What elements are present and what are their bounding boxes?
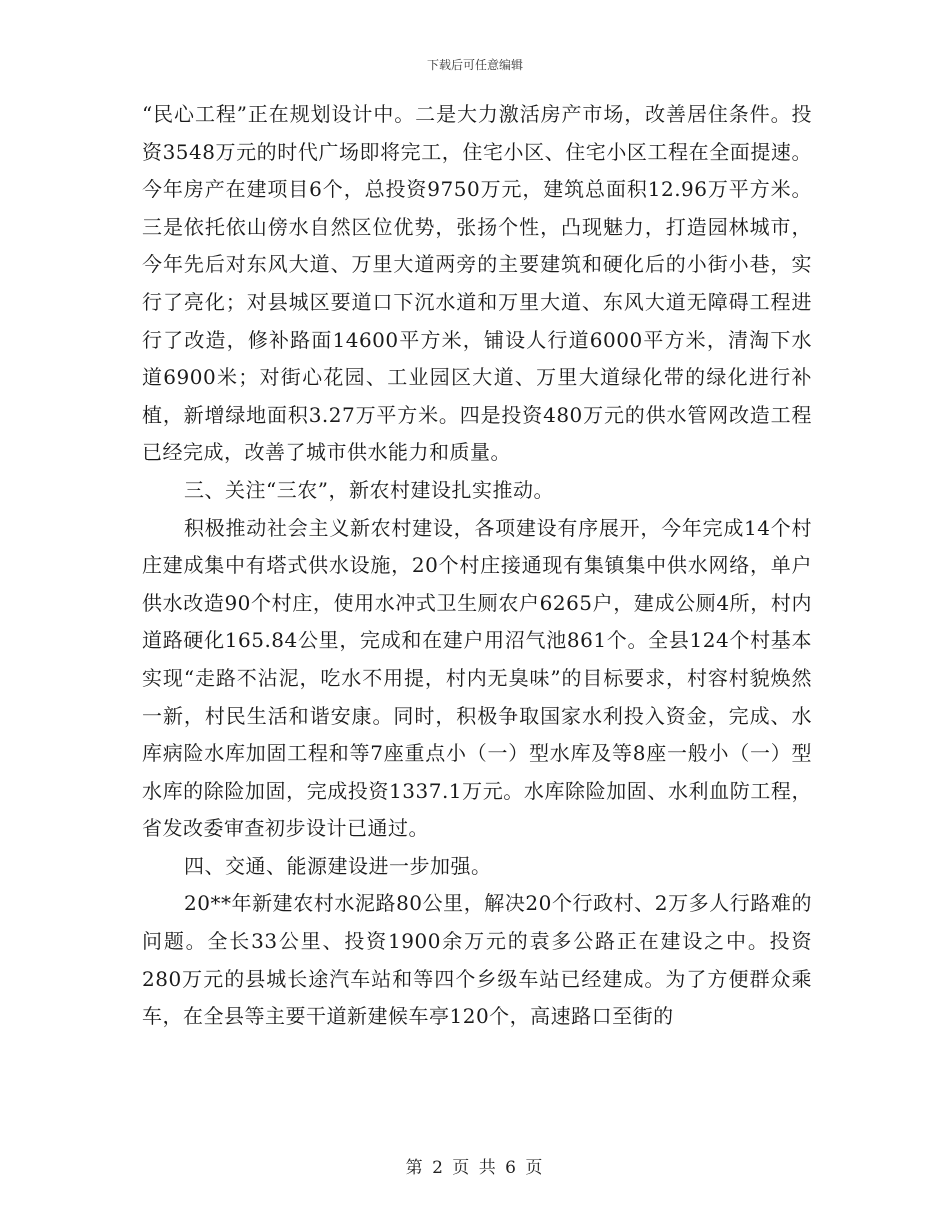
paragraph-continuation: “民心工程”正在规划设计中。二是大力激活房产市场，改善居住条件。投资3548万元的时代广场即将完工，住宅小区、住宅小区工程在全面提速。今年房产在建项目6个，总投资9750万元，建筑总面积12.96万平方米。三是依托依山傍水自然区位优势，张扬个性，凸现魅力，打造园林城市，今年先后对东风大道、万里大道两旁的主要建筑和硬化后的小街小巷，实行了亮化；对县城区要道口下沉水道和万里大道、东风大道无障碍工程进行了改造，修补路面14600平方米，铺设人行道6000平方米，清淘下水道6900米；对街心花园、工业园区大道、万里大道绿化带的绿化进行补植，新增绿地面积3.27万平方米。四是投资480万元的供水管网改造工程已经完成，改善了城市供水能力和质量。 (142, 102, 812, 465)
document-body (142, 96, 812, 1036)
paragraph-transport: 20**年新建农村水泥路80公里，解决20个行政村、2万多人行路难的问题。全长33公里、投资1900余万元的袁多公路正在建设之中。投资280万元的县城长途汽车站和等四个乡级车站已经建成。为了方便群众乘车，在全县等主要干道新建候车亭120个，高速路口至街的 (142, 891, 812, 1029)
section-heading-three: 三、关注“三农”，新农村建设扎实推动。 (184, 477, 554, 502)
page-number-footer: 第 2 页 共 6 页 (405, 1158, 545, 1178)
page-header: 下载后可任意编辑 (426, 58, 523, 72)
section-heading-four: 四、交通、能源建设进一步加强。 (184, 853, 492, 878)
paragraph-rural-construction: 积极推动社会主义新农村建设，各项建设有序展开，今年完成14个村庄建成集中有塔式供水设施，20个村庄接通现有集镇集中供水网络，单户供水改造90个村庄，使用水冲式卫生厕农户6265户，建成公厕4所，村内道路硬化165.84公里，完成和在建户用沼气池861个。全县124个村基本实现“走路不沾泥，吃水不用提，村内无臭味”的目标要求，村容村貌焕然一新，村民生活和谐安康。同时，积极争取国家水利投入资金，完成、水库病险水库加固工程和等7座重点小（一）型水库及等8座一般小（一）型水库的除险加固，完成投资1337.1万元。水库除险加固、水利血防工程，省发改委审查初步设计已通过。 (142, 515, 812, 841)
